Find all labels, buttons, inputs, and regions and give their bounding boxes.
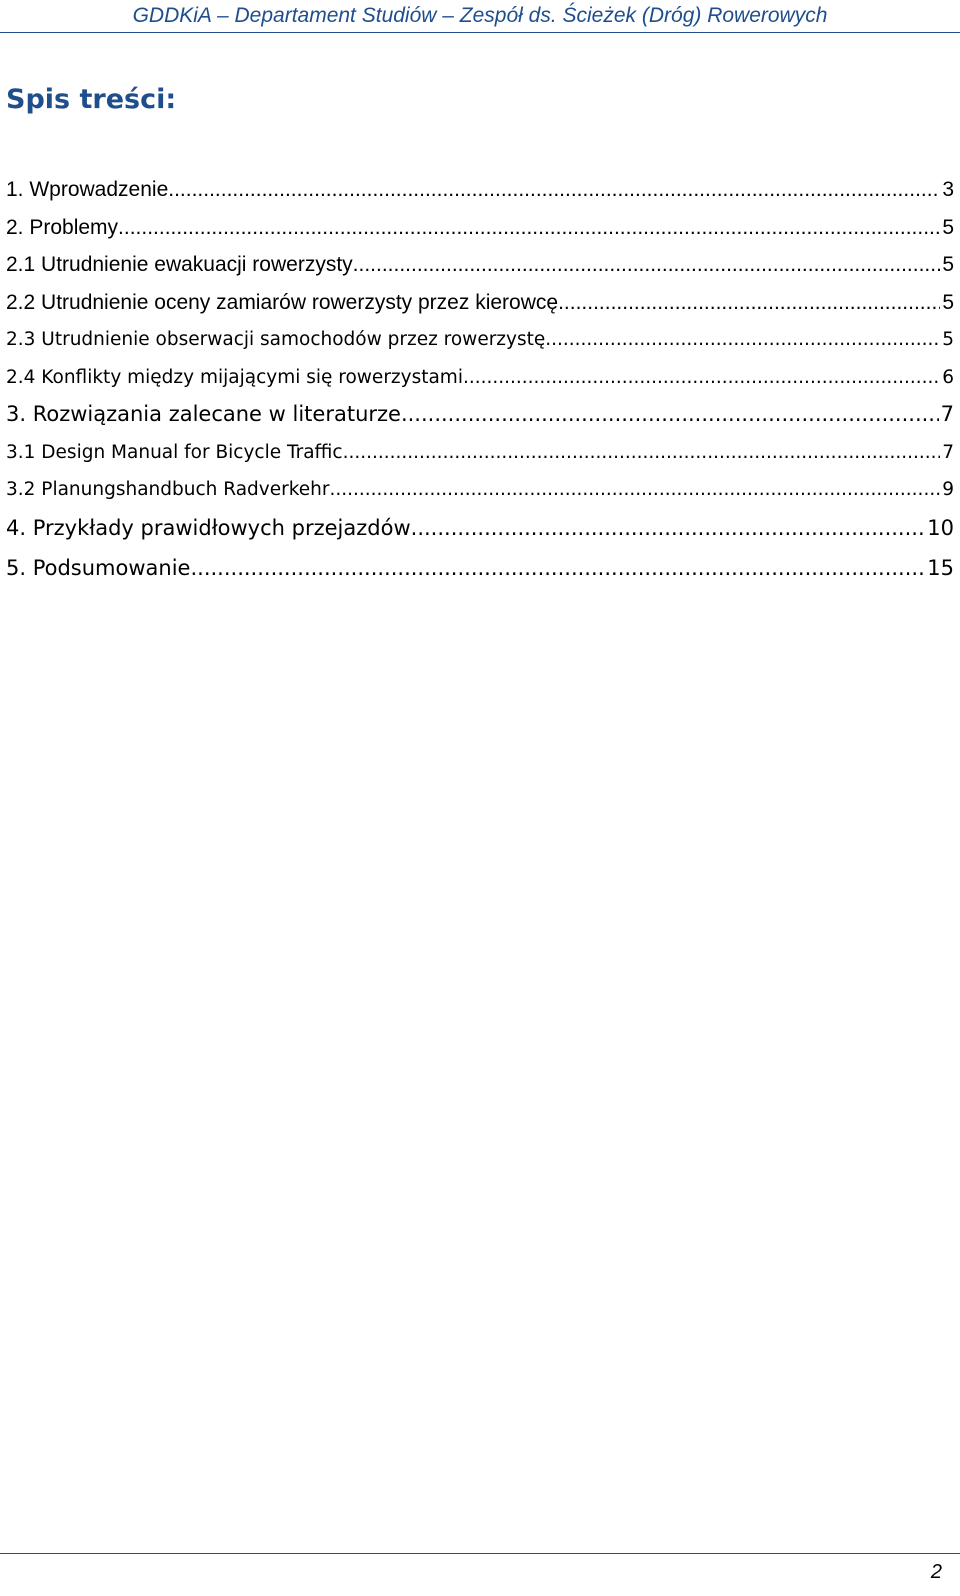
toc-entry-label: 3. Rozwiązania zalecane w literaturze bbox=[6, 402, 401, 426]
toc-entry-2-1[interactable] bbox=[6, 246, 954, 284]
toc-entry-label: 5. Podsumowanie bbox=[6, 555, 191, 580]
toc-entry-page: 3 bbox=[942, 178, 954, 201]
toc-entry-2-2[interactable] bbox=[6, 284, 954, 322]
table-of-contents bbox=[6, 171, 954, 588]
toc-entry-label: 2. Problemy bbox=[6, 215, 119, 239]
header-text: GDDKiA – Departament Studiów – Zespół ds. Ścieżek (Dróg) Rowerowych bbox=[132, 4, 828, 27]
toc-entry-page: 5 bbox=[942, 253, 954, 276]
toc-entry-page: 10 bbox=[927, 515, 954, 540]
toc-entry-page: 15 bbox=[927, 555, 954, 580]
toc-entry-page: 7 bbox=[940, 402, 954, 426]
toc-entry-3-2[interactable] bbox=[6, 471, 954, 508]
dot-leader bbox=[168, 171, 940, 209]
toc-entry-label: 2.3 Utrudnienie obserwacji samochodów przez rowerzystę bbox=[6, 329, 546, 350]
toc-entry-label: 2.1 Utrudnienie ewakuacji rowerzysty bbox=[6, 253, 353, 276]
toc-entry-page: 9 bbox=[942, 478, 954, 500]
dot-leader bbox=[463, 359, 940, 397]
page-number: 2 bbox=[930, 1561, 942, 1583]
toc-entry-page: 7 bbox=[942, 441, 954, 463]
dot-leader bbox=[343, 434, 941, 471]
toc-entry-podsumowanie[interactable] bbox=[6, 548, 954, 588]
dot-leader bbox=[118, 209, 940, 247]
toc-title: Spis treści: bbox=[6, 84, 177, 115]
toc-entry-2-3[interactable] bbox=[6, 321, 954, 359]
toc-entry-2-4[interactable] bbox=[6, 359, 954, 397]
toc-entry-page: 5 bbox=[942, 329, 954, 350]
toc-entry-page: 5 bbox=[942, 290, 954, 314]
toc-entry-problemy[interactable] bbox=[6, 209, 954, 247]
toc-entry-przyklady[interactable] bbox=[6, 508, 954, 548]
footer-divider bbox=[0, 1553, 960, 1554]
dot-leader bbox=[353, 246, 941, 284]
dot-leader bbox=[401, 396, 939, 434]
toc-entry-page: 5 bbox=[942, 215, 954, 239]
toc-entry-wprowadzenie[interactable] bbox=[6, 171, 954, 209]
page-header bbox=[0, 0, 960, 34]
toc-entry-3-1[interactable] bbox=[6, 434, 954, 471]
toc-entry-label: 2.4 Konflikty między mijającymi się rowerzystami bbox=[6, 366, 463, 388]
dot-leader bbox=[330, 471, 941, 508]
toc-entry-label: 3.1 Design Manual for Bicycle Traffic bbox=[6, 441, 343, 463]
dot-leader bbox=[411, 508, 926, 548]
toc-entry-rozwiazania[interactable] bbox=[6, 396, 954, 434]
toc-entry-label: 4. Przykłady prawidłowych przejazdów bbox=[6, 515, 411, 540]
toc-entry-label: 2.2 Utrudnienie oceny zamiarów rowerzysty przez kierowcę bbox=[6, 290, 559, 314]
dot-leader bbox=[558, 284, 940, 322]
toc-entry-page: 6 bbox=[942, 366, 954, 388]
toc-entry-label: 3.2 Planungshandbuch Radverkehr bbox=[6, 478, 330, 500]
toc-entry-label: 1. Wprowadzenie bbox=[6, 178, 169, 201]
dot-leader bbox=[545, 321, 940, 359]
header-divider bbox=[0, 32, 960, 33]
dot-leader bbox=[190, 548, 925, 588]
